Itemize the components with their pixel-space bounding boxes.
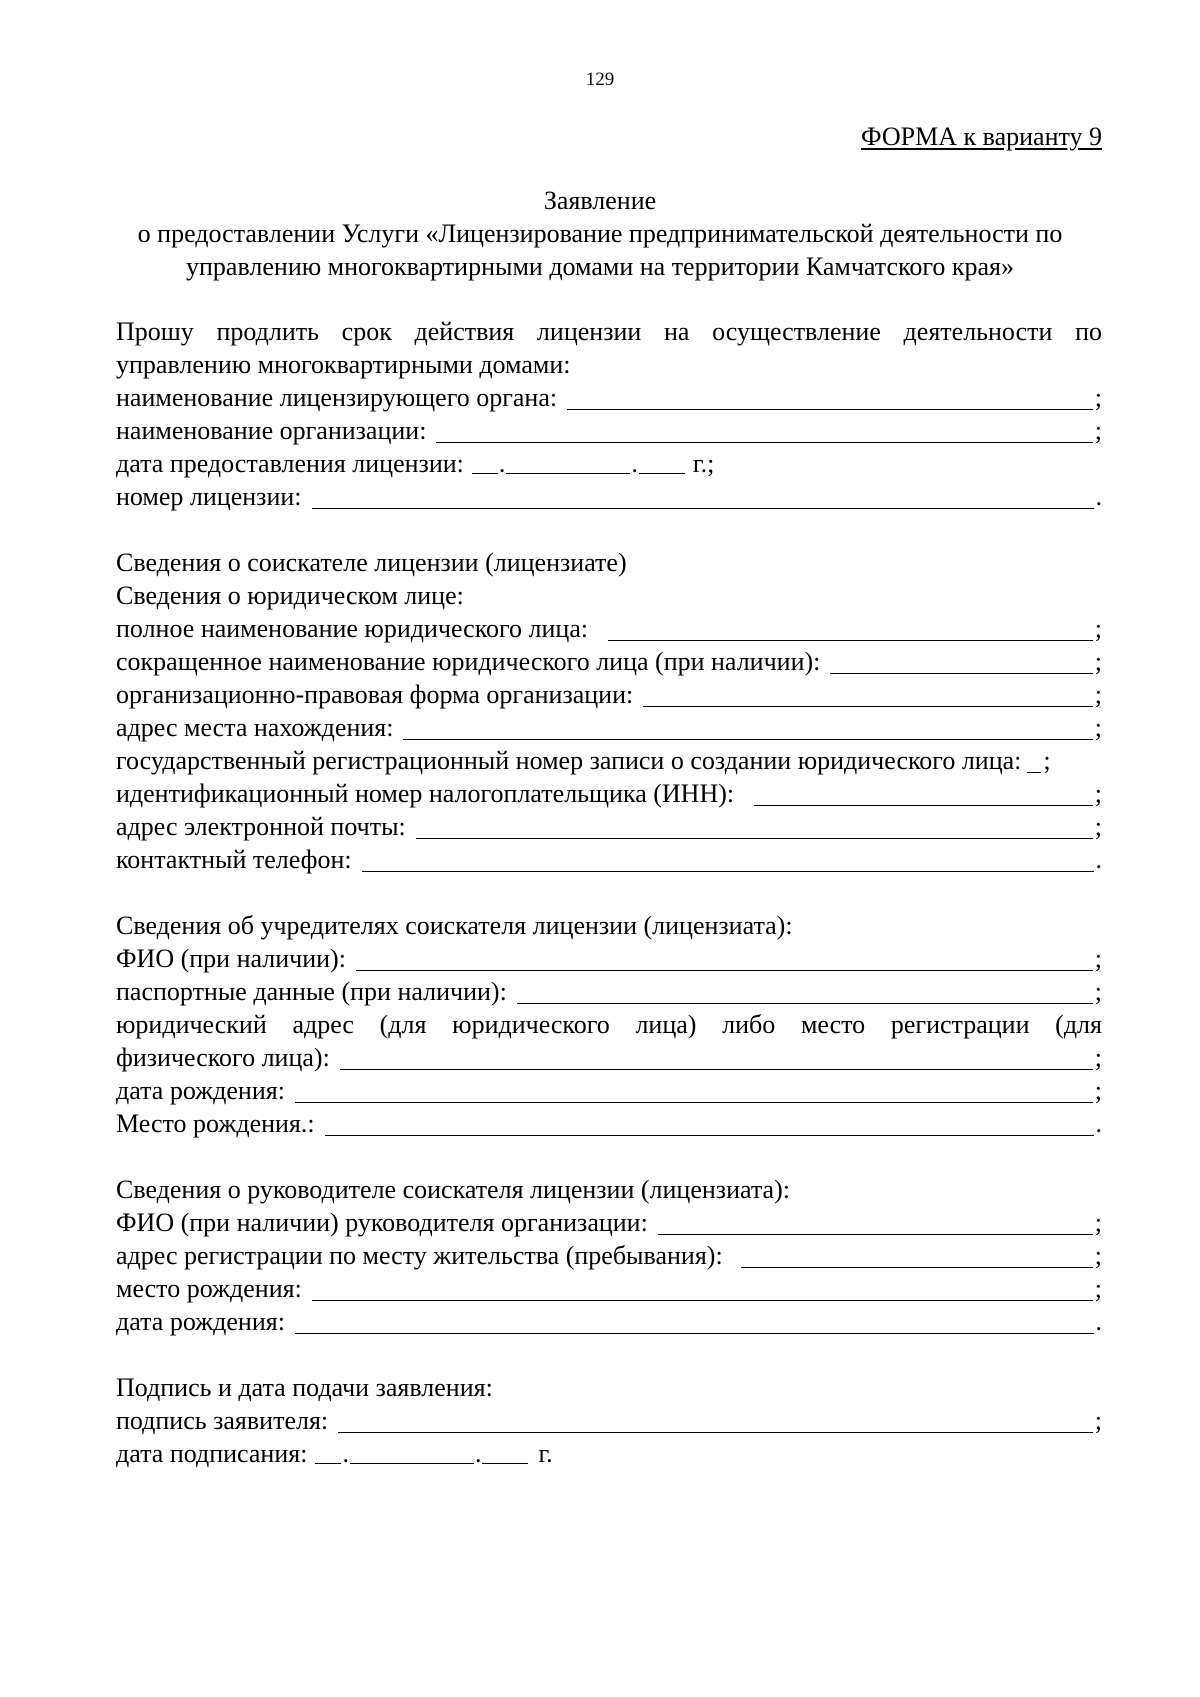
row-end-mark: ; [1094, 1274, 1102, 1303]
founder-fio-field[interactable] [356, 950, 1093, 971]
address-field[interactable] [403, 719, 1092, 740]
ogrn-row [116, 744, 1102, 777]
head-birth-place-field[interactable] [312, 1280, 1093, 1301]
email-field[interactable] [416, 818, 1093, 839]
founders-heading: Сведения об учредителях соискателя лицензии (лицензиата): [116, 911, 793, 940]
signing-date-row [116, 1437, 1102, 1470]
founder-address-label: физического лица): [116, 1043, 330, 1072]
head-birth-place-row [116, 1272, 1102, 1305]
short-name-row [116, 645, 1102, 678]
inn-label: идентификационный номер налогоплательщика (ИНН): [116, 779, 735, 808]
phone-field[interactable] [362, 851, 1094, 872]
full-name-field[interactable] [608, 620, 1093, 641]
authority-field[interactable] [567, 389, 1093, 410]
head-heading: Сведения о руководителе соискателя лицензии (лицензиата): [116, 1175, 790, 1204]
founder-birth-date-label: дата рождения: [116, 1076, 285, 1105]
row-end-mark: ; [1094, 647, 1102, 676]
legal-form-row [116, 678, 1102, 711]
short-name-label: сокращенное наименование юридического лица (при наличии): [116, 647, 821, 676]
row-end-mark: ; [1094, 680, 1102, 709]
title-line-1: Заявление [543, 186, 657, 215]
row-end-mark: . [1095, 1109, 1102, 1138]
date-separator: . [342, 1439, 349, 1468]
row-end-mark: ; [1094, 977, 1102, 1006]
short-name-field[interactable] [830, 653, 1092, 674]
head-birth-place-label: место рождения: [116, 1274, 302, 1303]
row-end-mark: ; [1094, 416, 1102, 445]
document-title [100, 184, 1100, 283]
signature-heading: Подпись и дата подачи заявления: [116, 1373, 493, 1402]
authority-label: наименование лицензирующего органа: [116, 383, 558, 412]
date-separator: . [474, 1439, 482, 1468]
founder-passport-field[interactable] [517, 983, 1093, 1004]
license-date-day-field[interactable] [472, 453, 498, 474]
address-row [116, 711, 1102, 744]
license-number-field[interactable] [312, 488, 1094, 509]
head-fio-field[interactable] [658, 1214, 1093, 1235]
full-name-label: полное наименование юридического лица: [116, 614, 589, 643]
title-line-2: о предоставлении Услуги «Лицензирование предпринимательской деятельности по [137, 219, 1063, 248]
signature-field[interactable] [338, 1412, 1093, 1433]
row-end-mark: ; [1094, 812, 1102, 841]
email-label: адрес электронной почты: [116, 812, 406, 841]
signing-date-month-field[interactable] [350, 1443, 474, 1464]
organization-label: наименование организации: [116, 416, 427, 445]
form-body [116, 315, 1102, 1470]
full-name-row [116, 612, 1102, 645]
head-birth-date-row [116, 1305, 1102, 1338]
form-label: ФОРМА к варианту 9 [861, 122, 1102, 151]
date-separator: . [498, 449, 506, 478]
inn-row [116, 777, 1102, 810]
intro-line-2: управлению многоквартирными домами: [116, 350, 571, 379]
license-date-year-field[interactable] [639, 453, 685, 474]
founder-address-line-1: юридический адрес (для юридического лица) либо место регистрации (для [116, 1010, 1102, 1039]
signature-label: подпись заявителя: [116, 1406, 329, 1435]
head-fio-row [116, 1206, 1102, 1239]
row-end-mark: . [1095, 1307, 1102, 1336]
address-label: адрес места нахождения: [116, 713, 394, 742]
organization-field[interactable] [436, 422, 1092, 443]
founder-passport-row [116, 975, 1102, 1008]
row-end-mark: ; [1094, 779, 1102, 808]
head-birth-date-label: дата рождения: [116, 1307, 285, 1336]
row-end-mark: ; [1094, 944, 1102, 973]
head-residence-row [116, 1239, 1102, 1272]
date-separator: . [631, 449, 638, 478]
license-date-row [116, 447, 1102, 480]
founder-address-field[interactable] [340, 1049, 1093, 1070]
row-end-mark: . [1095, 845, 1102, 874]
row-end-mark: ; [1094, 614, 1102, 643]
email-row [116, 810, 1102, 843]
row-end-mark: ; [1043, 746, 1051, 775]
row-end-mark: ; [1094, 1406, 1102, 1435]
legal-form-field[interactable] [643, 686, 1093, 707]
head-residence-field[interactable] [741, 1247, 1093, 1268]
license-date-year-suffix: г.; [692, 449, 715, 478]
ogrn-field[interactable] [1027, 752, 1041, 773]
founder-birth-place-row [116, 1107, 1102, 1140]
license-number-row [116, 480, 1102, 513]
founder-fio-row [116, 942, 1102, 975]
signature-row [116, 1404, 1102, 1437]
legal-form-label: организационно-правовая форма организации: [116, 680, 634, 709]
signing-date-day-field[interactable] [315, 1443, 341, 1464]
signing-date-label: дата подписания: [116, 1439, 308, 1468]
license-number-label: номер лицензии: [116, 482, 302, 511]
row-end-mark: ; [1094, 713, 1102, 742]
intro-line-1: Прошу продлить срок действия лицензии на осуществление деятельности по [116, 317, 1102, 346]
ogrn-label: государственный регистрационный номер записи о создании юридического лица: [116, 746, 1022, 775]
license-date-month-field[interactable] [506, 453, 630, 474]
authority-row [116, 381, 1102, 414]
signing-date-year-field[interactable] [482, 1443, 528, 1464]
head-birth-date-field[interactable] [295, 1313, 1094, 1334]
applicant-heading: Сведения о соискателе лицензии (лицензиате) [116, 548, 627, 577]
row-end-mark: . [1095, 482, 1102, 511]
founder-birth-place-field[interactable] [325, 1115, 1094, 1136]
page-number: 129 [585, 69, 615, 90]
row-end-mark: ; [1094, 1043, 1102, 1072]
organization-row [116, 414, 1102, 447]
title-line-3: управлению многоквартирными домами на территории Камчатского края» [186, 252, 1014, 281]
license-date-label: дата предоставления лицензии: [116, 449, 464, 478]
row-end-mark: ; [1094, 1208, 1102, 1237]
founder-birth-date-field[interactable] [295, 1082, 1093, 1103]
row-end-mark: ; [1094, 1076, 1102, 1105]
applicant-subheading: Сведения о юридическом лице: [116, 581, 464, 610]
founder-address-row [116, 1041, 1102, 1074]
founder-fio-label: ФИО (при наличии): [116, 944, 346, 973]
row-end-mark: ; [1094, 383, 1102, 412]
row-end-mark: ; [1094, 1241, 1102, 1270]
founder-birth-date-row [116, 1074, 1102, 1107]
head-residence-label: адрес регистрации по месту жительства (пребывания): [116, 1241, 723, 1270]
phone-row [116, 843, 1102, 876]
founder-passport-label: паспортные данные (при наличии): [116, 977, 507, 1006]
phone-label: контактный телефон: [116, 845, 352, 874]
founder-birth-place-label: Место рождения.: [116, 1109, 315, 1138]
signing-date-year-suffix: г. [538, 1439, 553, 1468]
head-fio-label: ФИО (при наличии) руководителя организации: [116, 1208, 648, 1237]
inn-field[interactable] [754, 785, 1093, 806]
